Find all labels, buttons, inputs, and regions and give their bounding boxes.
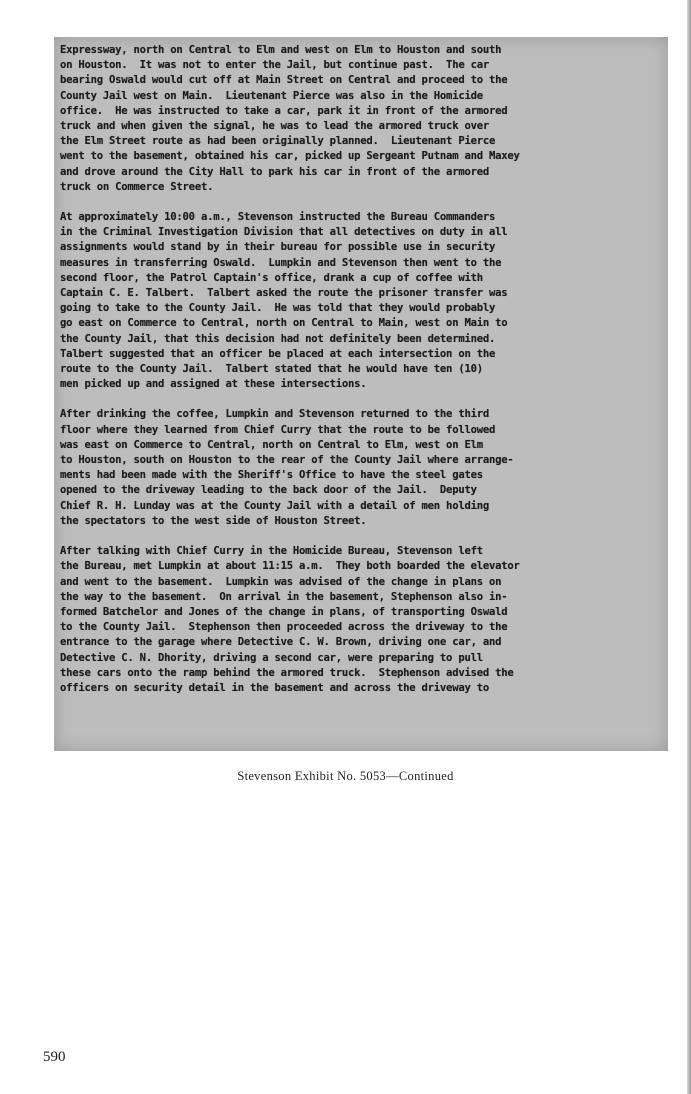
typed-body: [60, 43, 664, 696]
paragraph-4: After talking with Chief Curry in the Homicide Bureau, Stevenson left the Bureau, met Lumpkin at about 11:15 a.m. They both boarded the elevator and went to the basement. Lumpkin was advised of the change in plans on the way to the basement. On arrival in the basement, Stephenson also in- formed Batchelor and Jones of the change in plans, of transporting Oswald to the County Jail. Stephenson then proceeded across the driveway to the entrance to the garage where Detective C. W. Brown, driving one car, and Detective C. N. Dhority, driving a second car, were preparing to pull these cars onto the ramp behind the armored truck. Stephenson advised the officers on security detail in the basement and across the driveway to: [60, 545, 520, 694]
page-number: 590: [43, 1049, 66, 1065]
page-edge: [687, 0, 691, 1094]
paragraph-1: Expressway, north on Central to Elm and west on Elm to Houston and south on Houston. It was not to enter the Jail, but continue past. The car bearing Oswald would cut off at Main Street on Central and proceed to the County Jail west on Main. Lieutenant Pierce was also in the Homicide office. He was instructed to take a car, park it in front of the armored truck and when given the signal, he was to lead the armored truck over the Elm Street route as had been originally planned. Lieutenant Pierce went to the basement, obtained his car, picked up Sergeant Putnam and Maxey and drove around the City Hall to park his car in front of the armored truck on Commerce Street.: [60, 44, 520, 193]
exhibit-scan: [54, 37, 668, 751]
paragraph-2: At approximately 10:00 a.m., Stevenson instructed the Bureau Commanders in the Criminal Investigation Division that all detectives on duty in all assignments would stand by in their bureau for possible use in security measures in transferring Oswald. Lumpkin and Stevenson then went to the second floor, the Patrol Captain's office, drank a cup of coffee with Captain C. E. Talbert. Talbert asked the route the prisoner transfer was going to take to the County Jail. He was told that they would probably go east on Commerce to Central, north on Central to Main, west on Main to the County Jail, that this decision had not definitely been determined. Talbert suggested that an officer be placed at each intersection on the route to the County Jail. Talbert stated that he would have ten (10) men picked up and assigned at these intersections.: [60, 211, 508, 391]
exhibit-caption: Stevenson Exhibit No. 5053—Continued: [237, 769, 454, 783]
paragraph-3: After drinking the coffee, Lumpkin and Stevenson returned to the third floor where they learned from Chief Curry that the route to be followed was east on Commerce to Central, north on Central to Elm, west on Elm to Houston, south on Houston to the rear of the County Jail where arrange- ments had been made with the Sheriff's Office to have the steel gates opened to the driveway leading to the back door of the Jail. Deputy Chief R. H. Lunday was at the County Jail with a detail of men holding the spectators to the west side of Houston Street.: [60, 408, 514, 527]
